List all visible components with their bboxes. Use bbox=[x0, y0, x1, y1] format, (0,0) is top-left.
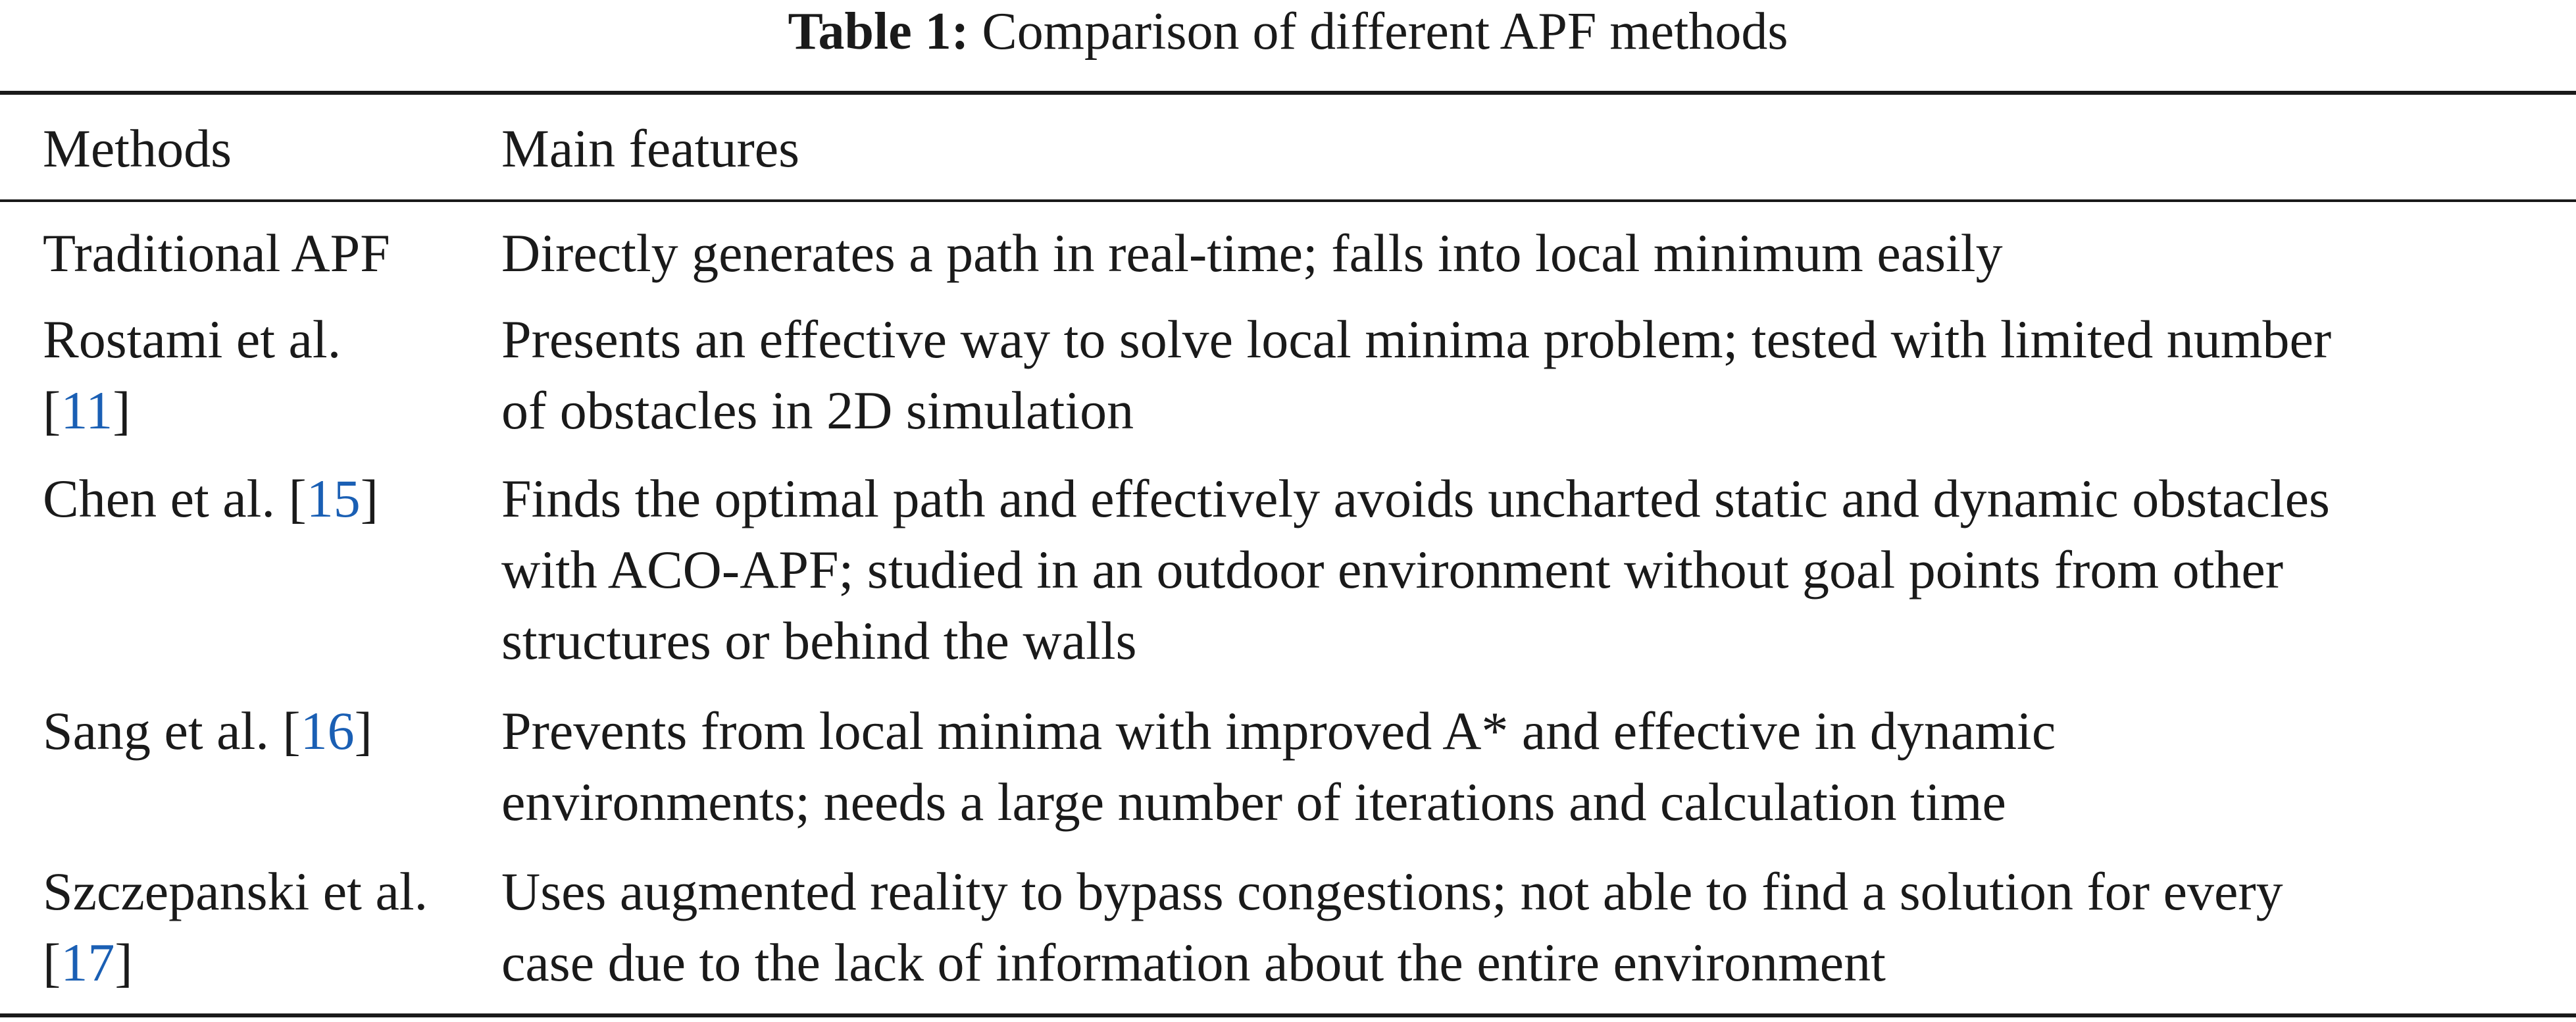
table-caption bbox=[0, 0, 2576, 74]
row-3-features bbox=[501, 463, 2561, 677]
row-2-features bbox=[501, 304, 2561, 446]
row-2-method-text: Rostami et al. bbox=[43, 309, 341, 369]
row-3-feature-line-2: with ACO-APF; studied in an outdoor environment without goal points from other bbox=[501, 540, 2284, 600]
row-3-feature-line-3: structures or behind the walls bbox=[501, 611, 1137, 671]
table-caption-title: Comparison of different APF methods bbox=[982, 3, 1788, 61]
row-4-feature-line-1: Prevents from local minima with improved A* and effective in dynamic bbox=[501, 701, 2056, 761]
header-main-features: Main features bbox=[501, 118, 800, 178]
row-5-method-text: Szczepanski et al. bbox=[43, 861, 428, 921]
row-2-citation: [11] bbox=[43, 380, 131, 440]
row-4-citation-link[interactable]: 16 bbox=[300, 701, 355, 761]
row-5-feature-line-1: Uses augmented reality to bypass congestions; not able to find a solution for every bbox=[501, 861, 2283, 921]
row-4-method bbox=[43, 696, 490, 767]
row-4-citation: [16] bbox=[282, 701, 372, 761]
header-methods: Methods bbox=[43, 118, 232, 178]
row-2-citation-link[interactable]: 11 bbox=[61, 380, 113, 440]
row-1-method bbox=[43, 218, 490, 289]
row-1-method-text: Traditional APF bbox=[43, 223, 390, 283]
row-3-method-text: Chen et al. bbox=[43, 469, 275, 528]
table-bottom-rule bbox=[0, 1013, 2576, 1017]
row-4-method-text: Sang et al. bbox=[43, 701, 269, 761]
row-5-feature-line-2: case due to the lack of information about the entire environment bbox=[501, 933, 1886, 992]
table-header-rule bbox=[0, 199, 2576, 202]
row-1-features bbox=[501, 218, 2561, 289]
row-1-feature-line-1: Directly generates a path in real-time; falls into local minimum easily bbox=[501, 223, 2003, 283]
row-5-citation-link[interactable]: 17 bbox=[61, 933, 115, 992]
row-2-feature-line-2: of obstacles in 2D simulation bbox=[501, 380, 1134, 440]
table-caption-label: Table 1: bbox=[788, 3, 969, 61]
row-4-features bbox=[501, 696, 2561, 838]
row-3-citation-link[interactable]: 15 bbox=[306, 469, 361, 528]
row-3-feature-line-1: Finds the optimal path and effectively avoids uncharted static and dynamic obstacles bbox=[501, 469, 2330, 528]
row-3-method bbox=[43, 463, 490, 534]
row-5-method bbox=[43, 856, 490, 998]
row-3-citation: [15] bbox=[288, 469, 379, 528]
row-2-feature-line-1: Presents an effective way to solve local minima problem; tested with limited number bbox=[501, 309, 2332, 369]
row-5-citation: [17] bbox=[43, 933, 133, 992]
row-2-method bbox=[43, 304, 490, 446]
row-4-feature-line-2: environments; needs a large number of iterations and calculation time bbox=[501, 772, 2006, 832]
table-top-rule bbox=[0, 91, 2576, 95]
row-5-features bbox=[501, 856, 2561, 998]
